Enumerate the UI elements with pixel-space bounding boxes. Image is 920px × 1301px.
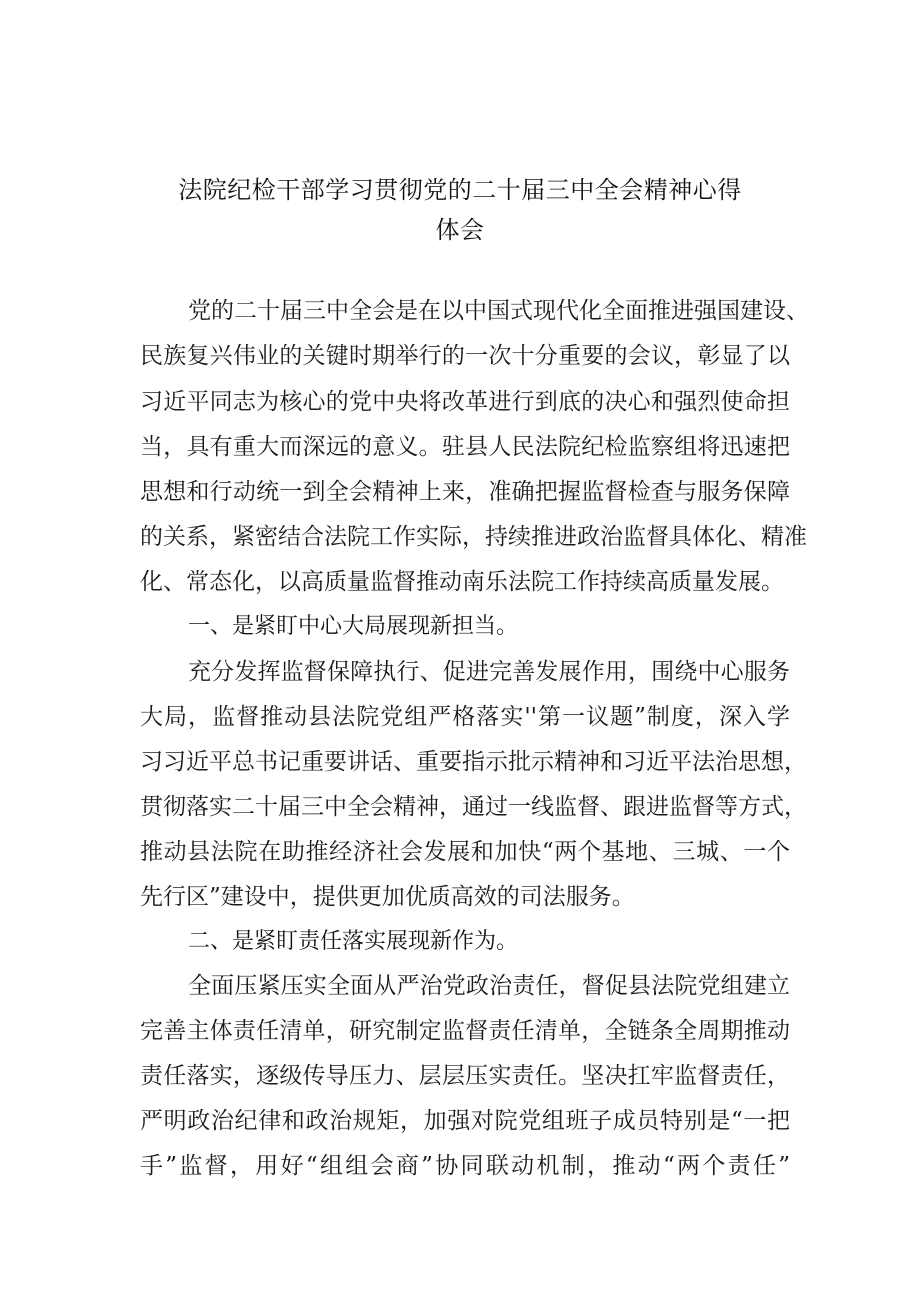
section-1-heading: 一、是紧盯中心大局展现新担当。 <box>188 614 519 639</box>
intro-line: 习近平同志为核心的党中央将改革进行到底的决心和强烈使命担 <box>140 389 790 415</box>
section-2-line: 责任落实，逐级传导压力、层层压实责任。坚决扛牢监督责任， <box>140 1063 790 1089</box>
section-2-line: 严明政治纪律和政治规矩，加强对院党组班子成员特别是“一把 <box>140 1108 790 1134</box>
intro-line: 化、常态化，以高质量监督推动南乐法院工作持续高质量发展。 <box>140 569 784 595</box>
intro-line: 思想和行动统一到全会精神上来，准确把握监督检查与服务保障 <box>140 479 790 505</box>
section-1-line: 先行区”建设中，提供更加优质高效的司法服务。 <box>140 884 635 910</box>
section-2-line: 完善主体责任清单，研究制定监督责任清单，全链条全周期推动 <box>140 1018 790 1044</box>
section-1-line: 充分发挥监督保障执行、促进完善发展作用，围绕中心服务 <box>188 659 790 685</box>
section-2-line: 手”监督，用好“组组会商”协同联动机制，推动“两个责任” <box>140 1153 790 1179</box>
intro-line: 的关系，紧密结合法院工作实际，持续推进政治监督具体化、精准 <box>140 524 807 550</box>
section-2-line: 全面压紧压实全面从严治党政治责任，督促县法院党组建立 <box>188 973 790 999</box>
section-1-line: 贯彻落实二十届三中全会精神，通过一线监督、跟进监督等方式， <box>140 794 807 820</box>
intro-line: 党的二十届三中全会是在以中国式现代化全面推进强国建设、 <box>188 298 809 324</box>
intro-line: 当，具有重大而深远的意义。驻县人民法院纪检监察组将迅速把 <box>140 434 790 460</box>
section-1-line: 推动县法院在助推经济社会发展和加快“两个基地、三城、一个 <box>140 839 790 865</box>
section-1-line: 大局，监督推动县法院党组严格落实''第一议题”制度，深入学 <box>140 704 790 730</box>
section-1-line: 习习近平总书记重要讲话、重要指示批示精神和习近平法治思想， <box>140 749 807 775</box>
document-title-line-2: 体会 <box>435 216 485 244</box>
intro-line: 民族复兴伟业的关键时期举行的一次十分重要的会议，彰显了以 <box>140 343 790 369</box>
section-2-heading: 二、是紧盯责任落实展现新作为。 <box>188 929 519 954</box>
document-title-line-1: 法院纪检干部学习贯彻党的二十届三中全会精神心得 <box>178 176 742 204</box>
